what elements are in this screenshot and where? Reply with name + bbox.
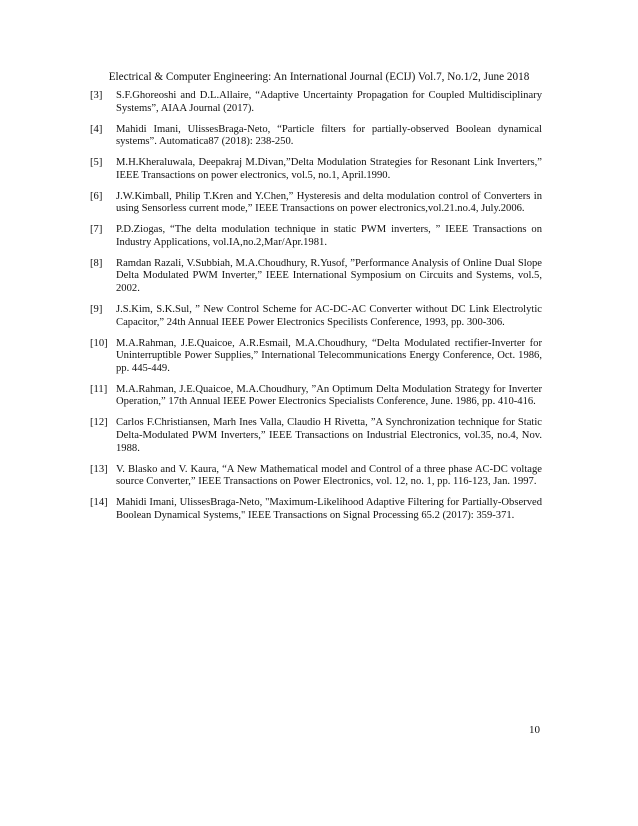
reference-item: [90, 384, 542, 409]
reference-text: V. Blasko and V. Kaura, “A New Mathematical model and Control of a three phase AC-DC voltage source Converter,” IEEE Transactions on Power Electronics, vol. 12, no. 1, pp. 116-123, Jan. 1997.: [116, 463, 542, 488]
reference-text: Carlos F.Christiansen, Marh Ines Valla, Claudio H Rivetta, ”A Synchronization technique for Static Delta-Modulated PWM Inverters,” IEEE Transactions on Industrial Electronics, vol.35, no.4, Nov. 1988.: [116, 417, 542, 454]
running-header: Electrical & Computer Engineering: An International Journal (ECIJ) Vol.7, No.1/2, June 2018: [108, 71, 530, 83]
reference-number: [8]: [90, 257, 103, 269]
reference-text: Mahidi Imani, UlissesBraga-Neto, "Maximum-Likelihood Adaptive Filtering for Partially-Observed Boolean Dynamical Systems," IEEE Transactions on Signal Processing 65.2 (2017): 359-371.: [116, 497, 542, 521]
reference-text: Mahidi Imani, UlissesBraga-Neto, “Particle filters for partially-observed Boolean dynamical systems”. Automatica87 (2018): 238-250.: [116, 123, 542, 148]
reference-text: P.D.Ziogas, “The delta modulation technique in static PWM inverters, ” IEEE Transactions on Industry Applications, vol.IA,no.2,Mar/Apr.1981.: [116, 224, 542, 248]
reference-item: [90, 90, 542, 115]
reference-item: [90, 464, 542, 489]
reference-item: [90, 157, 542, 182]
reference-item: [90, 258, 542, 296]
page-number: 10: [529, 724, 540, 736]
reference-item: [90, 417, 542, 455]
reference-item: [90, 124, 542, 149]
reference-number: [12]: [90, 417, 108, 429]
reference-item: [90, 191, 542, 216]
reference-item: [90, 224, 542, 249]
reference-number: [11]: [90, 383, 108, 395]
reference-text: M.A.Rahman, J.E.Quaicoe, M.A.Choudhury, ”An Optimum Delta Modulation Strategy for Inverter Operation,” 17th Annual IEEE Power Electronics Specialists Conference, June. 1986, pp. 410-416.: [116, 383, 542, 408]
reference-text: M.H.Kheraluwala, Deepakraj M.Divan,”Delta Modulation Strategies for Resonant Link Inverters,” IEEE Transactions on power electronics, vol.5, no.1, April.1990.: [116, 157, 542, 181]
reference-item: [90, 497, 542, 522]
reference-number: [13]: [90, 463, 108, 475]
reference-number: [4]: [90, 123, 103, 135]
reference-text: Ramdan Razali, V.Subbiah, M.A.Choudhury, R.Yusof, ”Performance Analysis of Online Dual Slope Delta Modulated PWM Inverter,” IEEE International Symposium on Circuits and Systems, vol.5, 2002.: [116, 257, 542, 295]
reference-number: [6]: [90, 190, 103, 202]
reference-text: M.A.Rahman, J.E.Quaicoe, A.R.Esmail, M.A.Choudhury, “Delta Modulated rectifier-Inverter for Uninterruptible Power Supplies,” International Telecommunications Energy Conference, Oct. 1986, pp. 445-449.: [116, 337, 542, 374]
reference-list: [90, 90, 542, 531]
reference-number: [3]: [90, 90, 103, 101]
reference-text: S.F.Ghoreoshi and D.L.Allaire, “Adaptive Uncertainty Propagation for Coupled Multidisciplinary Systems”, AIAA Journal (2017).: [116, 90, 542, 114]
reference-number: [5]: [90, 157, 103, 169]
reference-text: J.S.Kim, S.K.Sul, ” New Control Scheme for AC-DC-AC Converter without DC Link Electrolytic Capacitor,” 24th Annual IEEE Power Electronics Specilists Conference, 1993, pp. 300-306.: [116, 304, 542, 328]
reference-number: [14]: [90, 497, 108, 509]
reference-item: [90, 338, 542, 376]
reference-number: [10]: [90, 337, 108, 349]
reference-item: [90, 304, 542, 329]
reference-text: J.W.Kimball, Philip T.Kren and Y.Chen,” Hysteresis and delta modulation control of Converters in using Sensorless current mode,” IEEE Transactions on power electronics,vol.21.no.4, July.2006.: [116, 190, 542, 215]
reference-number: [9]: [90, 304, 103, 316]
reference-number: [7]: [90, 224, 103, 236]
